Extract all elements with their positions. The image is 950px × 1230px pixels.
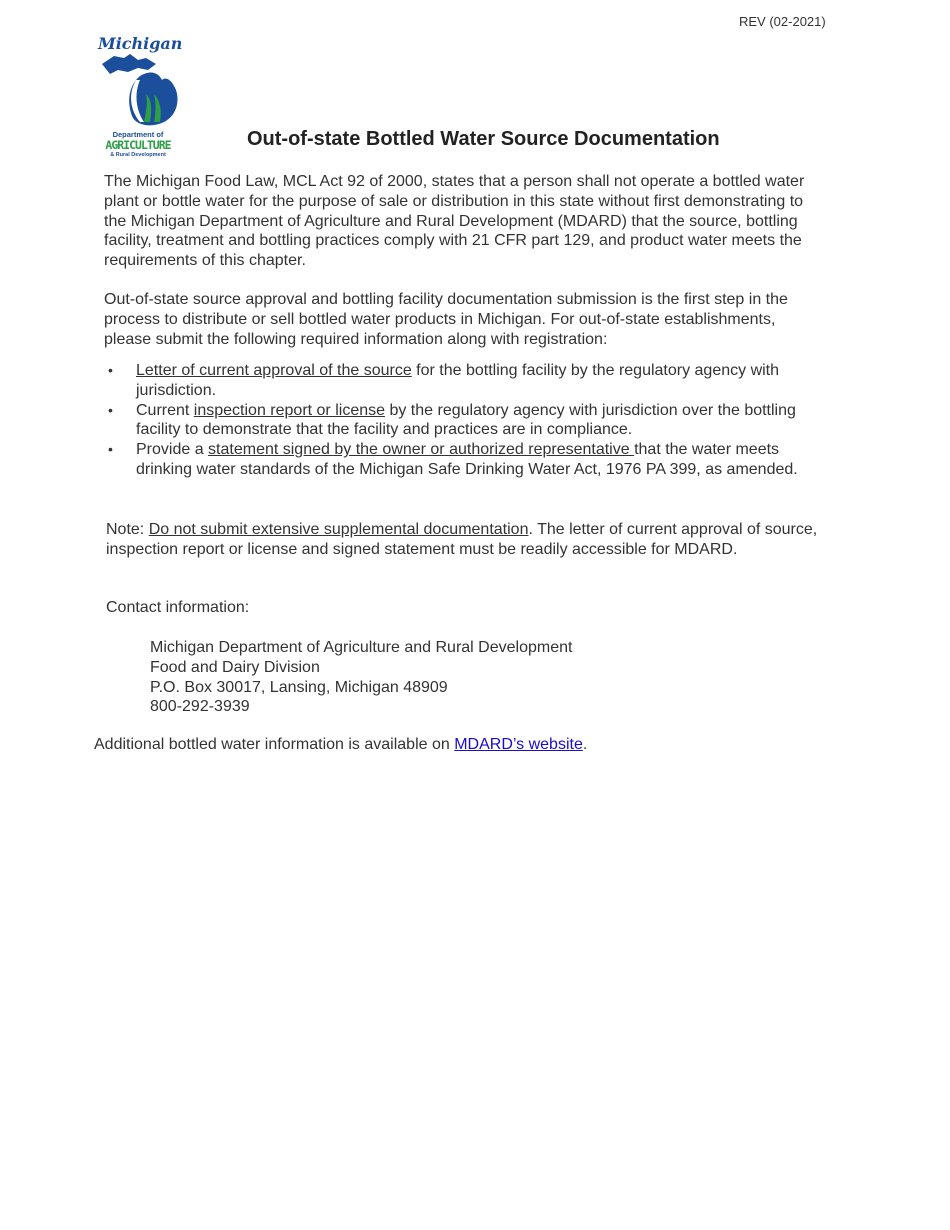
- list-item-suffix: for the bottling facility by the regulatory agency with jurisdiction.: [136, 362, 780, 399]
- list-item: [104, 361, 834, 401]
- logo-line-rural: & Rural Development: [110, 152, 166, 158]
- additional-suffix: .: [582, 736, 588, 753]
- list-item-underlined: statement signed by the owner or authorized representative: [208, 441, 635, 459]
- list-item-underlined: Letter of current approval of the source: [136, 362, 412, 379]
- logo-line-agriculture: AGRICULTURE: [105, 138, 171, 152]
- list-item: [104, 401, 834, 441]
- intro-paragraph: The Michigan Food Law, MCL Act 92 of 2000, states that a person shall not operate a bottled water plant or bottle water for the purpose of sale or distribution in this state without first demonstrating to the Michigan Department of Agriculture and Rural Development (MDARD) that the source, bottling facility, treatment and bottling practices comply with 21 CFR part 129, and product water meets the requirements of this chapter.: [104, 173, 805, 270]
- contact-address-block: [150, 638, 572, 717]
- list-item-suffix: by the regulatory agency with jurisdiction over the bottling facility to demonstrate that the facility and practices are in compliance.: [136, 401, 796, 439]
- revision-label: REV (02-2021): [739, 14, 826, 29]
- logo-line-department: Department of: [112, 130, 164, 139]
- contact-org: Michigan Department of Agriculture and Rural Development: [150, 639, 573, 656]
- logo-wordmark: Michigan: [98, 34, 183, 53]
- list-item-prefix: Provide a: [136, 441, 209, 459]
- list-item-prefix: Current: [136, 401, 194, 419]
- process-paragraph: Out-of-state source approval and bottling facility documentation submission is the first step in the process to distribute or sell bottled water products in Michigan. For out-of-state establishments, please submit the following required information along with registration:: [104, 291, 788, 348]
- requirements-list: [104, 361, 834, 480]
- contact-phone: 800-292-3939: [150, 698, 250, 716]
- note-prefix: Note:: [106, 521, 149, 538]
- mdard-logo: [98, 34, 182, 158]
- list-item-underlined: inspection report or license: [193, 401, 386, 419]
- list-item: [104, 440, 834, 480]
- michigan-map-icon: [100, 50, 180, 130]
- additional-info: [94, 735, 587, 755]
- mdard-website-link[interactable]: MDARD’s website: [454, 736, 583, 753]
- list-item-suffix: that the water meets drinking water standards of the Michigan Safe Drinking Water Act, 1976 PA 399, as amended.: [136, 441, 798, 478]
- note-paragraph: [106, 520, 826, 560]
- contact-address: P.O. Box 30017, Lansing, Michigan 48909: [150, 678, 448, 696]
- page-title: Out-of-state Bottled Water Source Documentation: [247, 128, 720, 150]
- contact-division: Food and Dairy Division: [150, 658, 320, 676]
- contact-heading: Contact information:: [106, 599, 250, 616]
- additional-prefix: Additional bottled water information is available on: [94, 736, 455, 753]
- note-suffix: . The letter of current approval of source, inspection report or license and signed statement must be readily accessible for MDARD.: [106, 521, 818, 558]
- note-underlined: Do not submit extensive supplemental documentation: [148, 521, 529, 538]
